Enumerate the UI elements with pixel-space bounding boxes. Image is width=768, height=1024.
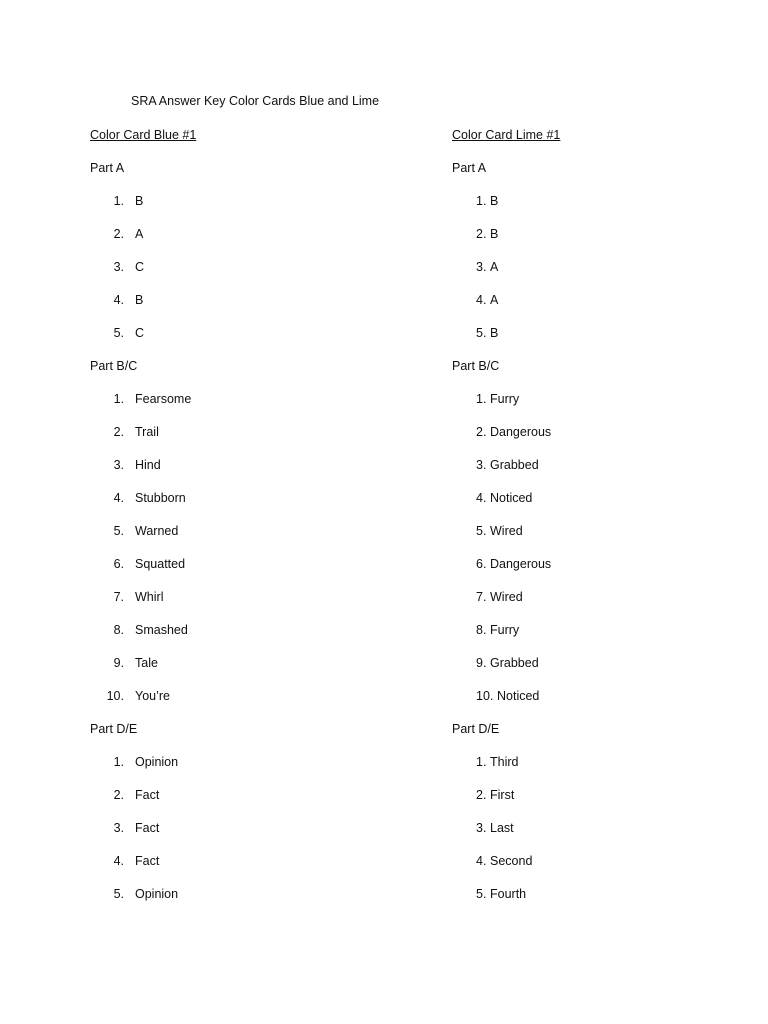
list-item <box>90 490 390 523</box>
list-item <box>90 292 390 325</box>
list-item <box>452 589 752 622</box>
item-answer: B <box>490 227 499 241</box>
item-number: 3. <box>476 821 487 835</box>
item-number: 2. <box>476 425 487 439</box>
item-answer: Trail <box>135 425 159 439</box>
blue-part-a-heading: Part A <box>90 161 125 175</box>
list-item <box>452 655 752 688</box>
item-answer: Hind <box>135 458 161 472</box>
item-answer: Last <box>490 821 514 835</box>
item-number: 4. <box>113 491 124 505</box>
item-number: 10. <box>106 689 124 703</box>
item-number: 1. <box>113 392 124 406</box>
item-number: 4. <box>113 854 124 868</box>
item-answer: Fact <box>135 854 160 868</box>
item-number: 7. <box>113 590 124 604</box>
item-number: 2. <box>113 425 124 439</box>
lime-part-bc-heading: Part B/C <box>452 359 500 373</box>
item-number: 1. <box>476 755 487 769</box>
item-answer: Stubborn <box>135 491 186 505</box>
list-item <box>90 622 390 655</box>
item-number: 3. <box>476 260 487 274</box>
item-answer: Furry <box>490 623 520 637</box>
item-answer: Warned <box>135 524 179 538</box>
item-number: 4. <box>476 293 487 307</box>
list-item <box>90 523 390 556</box>
item-answer: Whirl <box>135 590 164 604</box>
item-number: 10. <box>476 689 494 703</box>
item-answer: C <box>135 260 145 274</box>
item-number: 5. <box>476 524 487 538</box>
lime-card-column <box>452 127 752 919</box>
item-number: 5. <box>476 887 487 901</box>
item-answer: Noticed <box>497 689 540 703</box>
list-item <box>90 193 390 226</box>
item-number: 3. <box>113 260 124 274</box>
item-answer: Smashed <box>135 623 188 637</box>
item-number: 3. <box>113 458 124 472</box>
item-number: 8. <box>476 623 487 637</box>
list-item <box>90 820 390 853</box>
list-item <box>452 457 752 490</box>
item-answer: Dangerous <box>490 425 552 439</box>
item-number: 8. <box>113 623 124 637</box>
list-item <box>90 457 390 490</box>
item-number: 9. <box>476 656 487 670</box>
list-item <box>452 259 752 292</box>
lime-part-de-heading: Part D/E <box>452 722 500 736</box>
list-item <box>452 523 752 556</box>
item-answer: Wired <box>490 524 523 538</box>
item-answer: Opinion <box>135 755 179 769</box>
list-item <box>90 424 390 457</box>
lime-card-title: Color Card Lime #1 <box>452 128 561 142</box>
item-number: 5. <box>476 326 487 340</box>
item-answer: B <box>490 326 499 340</box>
item-number: 1. <box>476 392 487 406</box>
list-item <box>452 688 752 721</box>
item-answer: Fearsome <box>135 392 192 406</box>
item-number: 2. <box>476 227 487 241</box>
item-answer: Grabbed <box>490 458 539 472</box>
item-number: 1. <box>113 755 124 769</box>
item-answer: A <box>490 260 499 274</box>
item-answer: A <box>490 293 499 307</box>
item-answer: B <box>490 194 499 208</box>
list-item <box>90 655 390 688</box>
item-answer: Second <box>490 854 533 868</box>
list-item <box>452 886 752 919</box>
list-item <box>90 688 390 721</box>
list-item <box>90 391 390 424</box>
blue-card-title: Color Card Blue #1 <box>90 128 197 142</box>
item-answer: You’re <box>135 689 170 703</box>
list-item <box>90 853 390 886</box>
list-item <box>452 424 752 457</box>
item-answer: Fact <box>135 821 160 835</box>
item-number: 5. <box>113 326 124 340</box>
list-item <box>452 391 752 424</box>
item-number: 5. <box>113 524 124 538</box>
list-item <box>452 853 752 886</box>
item-answer: Furry <box>490 392 520 406</box>
item-answer: Opinion <box>135 887 179 901</box>
item-answer: Grabbed <box>490 656 539 670</box>
item-number: 2. <box>113 227 124 241</box>
item-answer: First <box>490 788 515 802</box>
list-item <box>452 754 752 787</box>
lime-part-a-heading: Part A <box>452 161 487 175</box>
list-item <box>452 226 752 259</box>
item-number: 3. <box>113 821 124 835</box>
item-number: 2. <box>113 788 124 802</box>
item-number: 4. <box>476 491 487 505</box>
item-number: 5. <box>113 887 124 901</box>
list-item <box>452 325 752 358</box>
item-answer: Fact <box>135 788 160 802</box>
item-number: 4. <box>476 854 487 868</box>
list-item <box>90 787 390 820</box>
list-item <box>452 292 752 325</box>
item-answer: A <box>135 227 144 241</box>
list-item <box>90 325 390 358</box>
item-number: 7. <box>476 590 487 604</box>
list-item <box>90 754 390 787</box>
document-title: SRA Answer Key Color Cards Blue and Lime <box>131 94 380 108</box>
list-item <box>90 226 390 259</box>
list-item <box>90 886 390 919</box>
blue-card-column <box>90 127 390 919</box>
list-item <box>90 556 390 589</box>
item-answer: Third <box>490 755 519 769</box>
list-item <box>452 490 752 523</box>
list-item <box>452 622 752 655</box>
item-answer: B <box>135 194 144 208</box>
item-number: 4. <box>113 293 124 307</box>
item-answer: Tale <box>135 656 158 670</box>
list-item <box>90 259 390 292</box>
item-number: 2. <box>476 788 487 802</box>
item-answer: Wired <box>490 590 523 604</box>
blue-part-bc-heading: Part B/C <box>90 359 138 373</box>
list-item <box>90 589 390 622</box>
item-answer: Noticed <box>490 491 533 505</box>
item-answer: Squatted <box>135 557 186 571</box>
item-answer: Dangerous <box>490 557 552 571</box>
item-number: 1. <box>113 194 124 208</box>
item-answer: C <box>135 326 145 340</box>
item-number: 6. <box>113 557 124 571</box>
list-item <box>452 820 752 853</box>
list-item <box>452 787 752 820</box>
item-answer: Fourth <box>490 887 527 901</box>
item-number: 6. <box>476 557 487 571</box>
item-number: 9. <box>113 656 124 670</box>
blue-part-de-heading: Part D/E <box>90 722 138 736</box>
item-answer: B <box>135 293 144 307</box>
list-item <box>452 556 752 589</box>
list-item <box>452 193 752 226</box>
item-number: 1. <box>476 194 487 208</box>
item-number: 3. <box>476 458 487 472</box>
